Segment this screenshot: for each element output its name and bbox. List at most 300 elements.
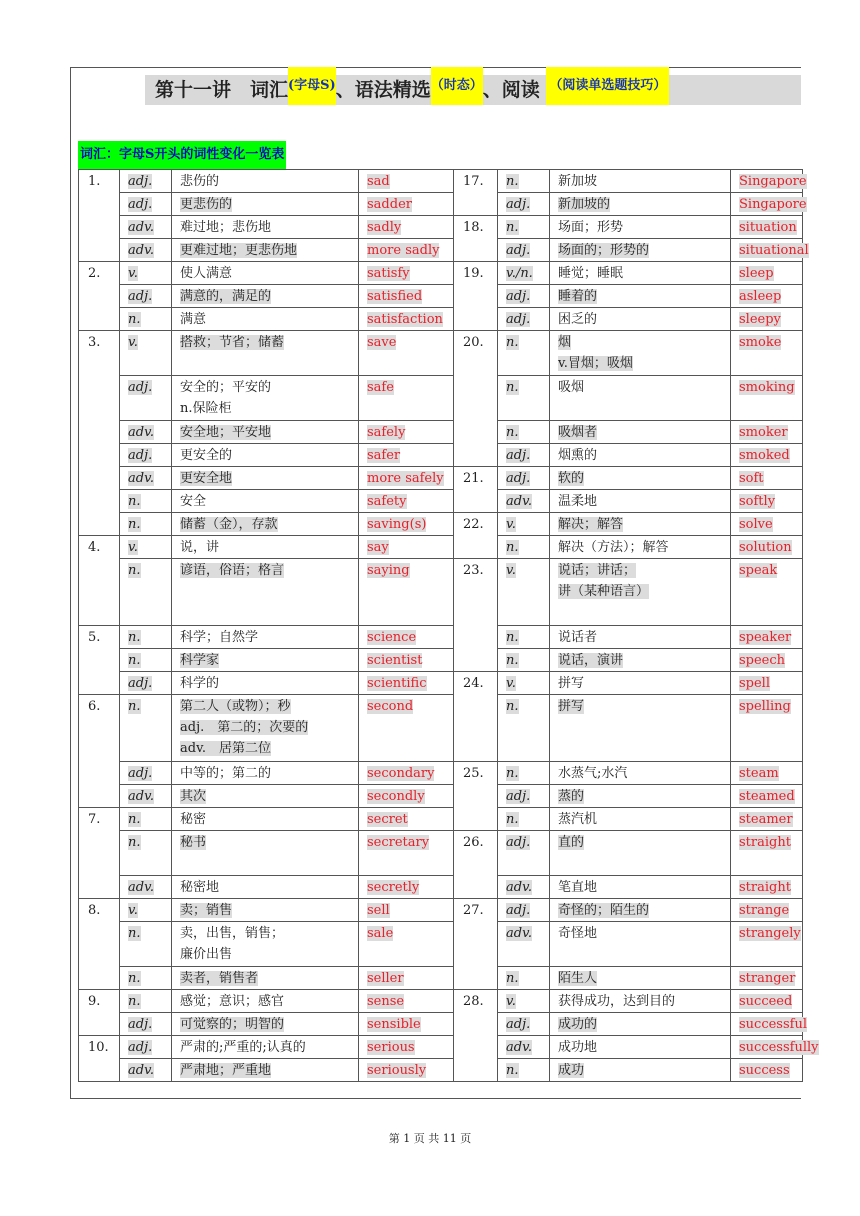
pos-left	[120, 762, 172, 785]
pos-left	[120, 308, 172, 331]
meaning-right	[550, 308, 731, 331]
word-left-text: secret	[367, 812, 408, 827]
word-left	[359, 331, 454, 376]
meaning-right	[550, 285, 731, 308]
word-left	[359, 831, 454, 876]
meaning-left-text: 秘密地	[180, 880, 220, 895]
table-row	[79, 626, 803, 649]
entry-number-right	[454, 831, 498, 899]
meaning-right	[550, 216, 731, 239]
entry-number-right-text: 17.	[463, 174, 484, 189]
word-right	[731, 444, 803, 467]
meaning-left	[172, 831, 359, 876]
meaning-left	[172, 876, 359, 899]
word-left	[359, 513, 454, 536]
meaning-right	[550, 444, 731, 467]
word-left-text: satisfaction	[367, 312, 443, 327]
table-row	[79, 559, 803, 626]
meaning-left-text: 科学家	[180, 653, 220, 668]
pos-right	[498, 216, 550, 239]
meaning-left	[172, 899, 359, 922]
word-right	[731, 876, 803, 899]
table-row	[79, 467, 803, 490]
word-left-text: secretly	[367, 880, 420, 895]
meaning-right-text: 睡觉；睡眠	[558, 266, 624, 281]
meaning-right-text: 吸烟	[558, 380, 585, 395]
word-left-text: save	[367, 335, 397, 350]
pos-right-text: n.	[506, 630, 519, 645]
pos-left	[120, 467, 172, 490]
pos-left	[120, 331, 172, 376]
word-right	[731, 922, 803, 967]
meaning-right	[550, 808, 731, 831]
meaning-right-text: 新加坡的	[558, 197, 611, 212]
table-row	[79, 536, 803, 559]
meaning-right	[550, 695, 731, 762]
word-left-text: sale	[367, 926, 394, 941]
entry-number-right	[454, 331, 498, 467]
word-left-text: secondary	[367, 766, 435, 781]
entry-number-right	[454, 170, 498, 216]
pos-left	[120, 490, 172, 513]
word-left	[359, 672, 454, 695]
meaning-right	[550, 922, 731, 967]
pos-right-text: adv.	[506, 1040, 533, 1055]
meaning-left	[172, 285, 359, 308]
pos-right-text: n.	[506, 540, 519, 555]
word-right	[731, 831, 803, 876]
table-row	[79, 308, 803, 331]
pos-right-text: adj.	[506, 1017, 531, 1032]
table-row	[79, 193, 803, 216]
entry-number-left-text: 6.	[88, 699, 101, 714]
entry-number-left	[79, 990, 120, 1036]
word-right	[731, 1059, 803, 1082]
word-left	[359, 193, 454, 216]
word-left	[359, 808, 454, 831]
word-right-text: solve	[739, 517, 773, 532]
pos-left-text: adv.	[128, 220, 155, 235]
pos-left	[120, 831, 172, 876]
meaning-left	[172, 785, 359, 808]
meaning-right	[550, 421, 731, 444]
meaning-right	[550, 626, 731, 649]
entry-number-right	[454, 559, 498, 672]
entry-number-right	[454, 467, 498, 513]
entry-number-left	[79, 1036, 120, 1082]
meaning-left-text: 严肃的;严重的;认真的	[180, 1040, 306, 1055]
pos-right	[498, 899, 550, 922]
entry-number-right-text: 20.	[463, 335, 484, 350]
meaning-left-text: 更难过地；更悲伤地	[180, 243, 298, 258]
table-row	[79, 990, 803, 1013]
word-left	[359, 559, 454, 626]
pos-right	[498, 1036, 550, 1059]
pos-right-text: n.	[506, 425, 519, 440]
word-left-text: second	[367, 699, 414, 714]
word-left	[359, 1036, 454, 1059]
pos-left-text: n.	[128, 312, 141, 327]
meaning-right-text: 成功地	[558, 1040, 598, 1055]
pos-left	[120, 1036, 172, 1059]
entry-number-right	[454, 762, 498, 831]
meaning-left	[172, 990, 359, 1013]
word-left	[359, 1059, 454, 1082]
word-left-text: sadder	[367, 197, 412, 212]
pos-right-text: adj.	[506, 289, 531, 304]
word-right	[731, 467, 803, 490]
table-row	[79, 672, 803, 695]
word-left	[359, 1013, 454, 1036]
pos-right	[498, 785, 550, 808]
word-left	[359, 626, 454, 649]
meaning-left	[172, 376, 359, 421]
word-right-text: situation	[739, 220, 797, 235]
pos-left-text: adv.	[128, 1063, 155, 1078]
title-highlight-2: （时态）	[431, 67, 483, 105]
pos-right	[498, 193, 550, 216]
lesson-title	[145, 75, 801, 105]
entry-number-left-text: 3.	[88, 335, 101, 350]
meaning-left	[172, 922, 359, 967]
pos-left	[120, 513, 172, 536]
word-right-text: speak	[739, 563, 778, 578]
pos-left-text: adj.	[128, 676, 153, 691]
meaning-left	[172, 467, 359, 490]
pos-right-text: adj.	[506, 448, 531, 463]
word-right-text: smoked	[739, 448, 790, 463]
pos-right-text: adj.	[506, 197, 531, 212]
word-right	[731, 967, 803, 990]
word-right-text: speaker	[739, 630, 792, 645]
table-row	[79, 649, 803, 672]
word-left-text: satisfied	[367, 289, 423, 304]
word-left-text: seriously	[367, 1063, 427, 1078]
pos-right	[498, 376, 550, 421]
table-row	[79, 170, 803, 193]
pos-left	[120, 216, 172, 239]
entry-number-left-text: 1.	[88, 174, 101, 189]
word-left-text: saying	[367, 563, 410, 578]
entry-number-right-text: 22.	[463, 517, 484, 532]
pos-right-text: adj.	[506, 835, 531, 850]
entry-number-right	[454, 672, 498, 762]
word-right-text: softly	[739, 494, 776, 509]
table-row	[79, 262, 803, 285]
meaning-left	[172, 1059, 359, 1082]
entry-number-left-text: 9.	[88, 994, 101, 1009]
pos-right-text: n.	[506, 335, 519, 350]
meaning-left	[172, 490, 359, 513]
table-row	[79, 421, 803, 444]
title-part-3: 、阅读	[482, 79, 540, 101]
entry-number-left	[79, 808, 120, 899]
pos-right	[498, 490, 550, 513]
word-right	[731, 1036, 819, 1059]
entry-number-right	[454, 990, 498, 1082]
pos-left-text: n.	[128, 926, 141, 941]
word-right	[731, 899, 803, 922]
pos-right-text: n.	[506, 766, 519, 781]
pos-right	[498, 990, 550, 1013]
meaning-left	[172, 649, 359, 672]
pos-right	[498, 1059, 550, 1082]
word-left-text: seller	[367, 971, 404, 986]
pos-left	[120, 990, 172, 1013]
meaning-right-text: 新加坡	[558, 174, 598, 189]
meaning-right-text: 拼写	[558, 699, 585, 714]
table-row	[79, 922, 803, 967]
meaning-left	[172, 308, 359, 331]
word-right	[731, 490, 803, 513]
meaning-right-text: 蒸的	[558, 789, 585, 804]
title-highlight-3: （阅读单选题技巧）	[546, 67, 669, 105]
entry-number-left-text: 7.	[88, 812, 101, 827]
meaning-left-text: 中等的；第二的	[180, 766, 272, 781]
word-right-text: steamed	[739, 789, 795, 804]
entry-number-right-text: 26.	[463, 835, 484, 850]
word-left-text: sad	[367, 174, 390, 189]
pos-left	[120, 808, 172, 831]
pos-left	[120, 285, 172, 308]
pos-right-text: n.	[506, 380, 519, 395]
meaning-left	[172, 536, 359, 559]
table-row	[79, 1036, 803, 1059]
meaning-left	[172, 421, 359, 444]
word-left-text: more safely	[367, 471, 444, 486]
pos-right	[498, 170, 550, 193]
meaning-left-text: 安全	[180, 494, 207, 509]
pos-right	[498, 239, 550, 262]
meaning-right	[550, 990, 731, 1013]
pos-left-text: v.	[128, 540, 138, 555]
pos-left-text: n.	[128, 994, 141, 1009]
pos-right-text: adj.	[506, 903, 531, 918]
pos-left-text: n.	[128, 517, 141, 532]
entry-number-right	[454, 216, 498, 262]
pos-right	[498, 285, 550, 308]
meaning-right	[550, 239, 731, 262]
meaning-right-text: 笔直地	[558, 880, 598, 895]
entry-number-right-text: 18.	[463, 220, 484, 235]
pos-left-text: adj.	[128, 197, 153, 212]
pos-left-text: adj.	[128, 289, 153, 304]
table-row	[79, 331, 803, 376]
word-left	[359, 170, 454, 193]
pos-left	[120, 536, 172, 559]
meaning-left-text: 谚语，俗语；格言	[180, 563, 285, 578]
word-right	[731, 672, 803, 695]
word-left-text: more sadly	[367, 243, 440, 258]
pos-left	[120, 649, 172, 672]
word-right-text: strange	[739, 903, 790, 918]
word-right	[731, 421, 803, 444]
pos-left-text: adv.	[128, 471, 155, 486]
meaning-right-text: 困乏的	[558, 312, 598, 327]
meaning-left	[172, 216, 359, 239]
meaning-right	[550, 262, 731, 285]
pos-right-text: v.	[506, 563, 516, 578]
meaning-left-text: 卖者，销售者	[180, 971, 259, 986]
pos-left	[120, 376, 172, 421]
meaning-left-text: 卖，出售，销售； 廉价出售	[180, 926, 285, 962]
word-left	[359, 308, 454, 331]
entry-number-left	[79, 331, 120, 536]
meaning-right	[550, 672, 731, 695]
word-left-text: scientist	[367, 653, 423, 668]
word-right-text: smoker	[739, 425, 788, 440]
meaning-left	[172, 513, 359, 536]
pos-left	[120, 170, 172, 193]
word-right-text: sleep	[739, 266, 774, 281]
meaning-right-text: 获得成功，达到目的	[558, 994, 676, 1009]
pos-left	[120, 421, 172, 444]
meaning-right	[550, 467, 731, 490]
word-right-text: straight	[739, 880, 791, 895]
word-right-text: succeed	[739, 994, 793, 1009]
meaning-left-text: 感觉；意识；感官	[180, 994, 285, 1009]
entry-number-right-text: 21.	[463, 471, 484, 486]
entry-number-left	[79, 899, 120, 990]
entry-number-left	[79, 695, 120, 808]
table-row	[79, 785, 803, 808]
word-right	[731, 285, 803, 308]
pos-right	[498, 262, 550, 285]
word-left	[359, 285, 454, 308]
meaning-left-text: 说，讲	[180, 540, 220, 555]
entry-number-left	[79, 536, 120, 626]
entry-number-left	[79, 170, 120, 262]
word-left-text: sell	[367, 903, 390, 918]
pos-left	[120, 922, 172, 967]
pos-right-text: n.	[506, 971, 519, 986]
meaning-right	[550, 490, 731, 513]
pos-left-text: adj.	[128, 174, 153, 189]
word-left-text: say	[367, 540, 389, 555]
word-left	[359, 876, 454, 899]
word-right-text: asleep	[739, 289, 782, 304]
meaning-right-text: 解决（方法）；解答	[558, 540, 669, 555]
meaning-right	[550, 559, 731, 626]
word-left-text: saving(s)	[367, 517, 427, 532]
meaning-right-text: 水蒸气;水汽	[558, 766, 628, 781]
table-row	[79, 695, 803, 762]
meaning-left-text: 卖；销售	[180, 903, 233, 918]
pos-left	[120, 626, 172, 649]
meaning-right	[550, 1036, 731, 1059]
meaning-right	[550, 1013, 731, 1036]
meaning-left-text: 秘密	[180, 812, 207, 827]
word-left-text: science	[367, 630, 417, 645]
word-right-text: spell	[739, 676, 771, 691]
pos-right	[498, 967, 550, 990]
entry-number-left-text: 8.	[88, 903, 101, 918]
word-right	[731, 695, 803, 762]
meaning-left-text: 其次	[180, 789, 207, 804]
word-left	[359, 490, 454, 513]
meaning-right-text: 烟熏的	[558, 448, 598, 463]
pos-left-text: adv.	[128, 789, 155, 804]
word-left	[359, 990, 454, 1013]
entry-number-right-text: 24.	[463, 676, 484, 691]
table-row	[79, 831, 803, 876]
pos-right-text: adj.	[506, 312, 531, 327]
meaning-right-text: 场面的；形势的	[558, 243, 650, 258]
pos-left-text: n.	[128, 653, 141, 668]
pos-right-text: v.	[506, 517, 516, 532]
pos-left	[120, 262, 172, 285]
title-part-2: 、语法精选	[335, 79, 431, 101]
pos-right-text: v.	[506, 676, 516, 691]
word-right	[731, 376, 803, 421]
pos-right-text: adj.	[506, 243, 531, 258]
meaning-right-text: 拼写	[558, 676, 585, 691]
pos-right	[498, 649, 550, 672]
word-right	[731, 308, 803, 331]
word-left-text: safer	[367, 448, 401, 463]
entry-number-left-text: 10.	[88, 1040, 109, 1055]
entry-number-left	[79, 262, 120, 331]
table-row	[79, 376, 803, 421]
meaning-right-text: 成功	[558, 1063, 585, 1078]
word-left	[359, 239, 454, 262]
pos-left-text: v.	[128, 266, 138, 281]
word-right	[731, 626, 803, 649]
word-left	[359, 421, 454, 444]
pos-left-text: v.	[128, 903, 138, 918]
word-left	[359, 899, 454, 922]
pos-right	[498, 762, 550, 785]
pos-right	[498, 513, 550, 536]
word-left	[359, 922, 454, 967]
entry-number-left-text: 5.	[88, 630, 101, 645]
word-left-text: scientific	[367, 676, 427, 691]
word-left-text: safe	[367, 380, 394, 395]
word-right-text: steam	[739, 766, 779, 781]
pos-left-text: adj.	[128, 448, 153, 463]
pos-left	[120, 672, 172, 695]
table-row	[79, 876, 803, 899]
word-right	[731, 262, 803, 285]
meaning-left	[172, 672, 359, 695]
table-row	[79, 513, 803, 536]
word-left-text: serious	[367, 1040, 415, 1055]
entry-number-right	[454, 513, 498, 559]
pos-left	[120, 695, 172, 762]
meaning-left	[172, 193, 359, 216]
pos-left	[120, 193, 172, 216]
pos-left-text: n.	[128, 494, 141, 509]
title-part-1: 第十一讲 词汇	[155, 79, 289, 101]
pos-left-text: adj.	[128, 380, 153, 395]
pos-right	[498, 421, 550, 444]
meaning-left-text: 科学的	[180, 676, 220, 691]
word-left	[359, 967, 454, 990]
pos-right-text: n.	[506, 812, 519, 827]
meaning-right-text: 睡着的	[558, 289, 598, 304]
table-row	[79, 239, 803, 262]
meaning-right-text: 说话者	[558, 630, 598, 645]
pos-right	[498, 559, 550, 626]
meaning-left-text: 更悲伤的	[180, 197, 233, 212]
word-right-text: successfully	[739, 1040, 819, 1055]
meaning-left	[172, 262, 359, 285]
meaning-right	[550, 1059, 731, 1082]
pos-right	[498, 467, 550, 490]
word-right-text: situational	[739, 243, 809, 258]
meaning-left-text: 科学；自然学	[180, 630, 259, 645]
meaning-right	[550, 536, 731, 559]
